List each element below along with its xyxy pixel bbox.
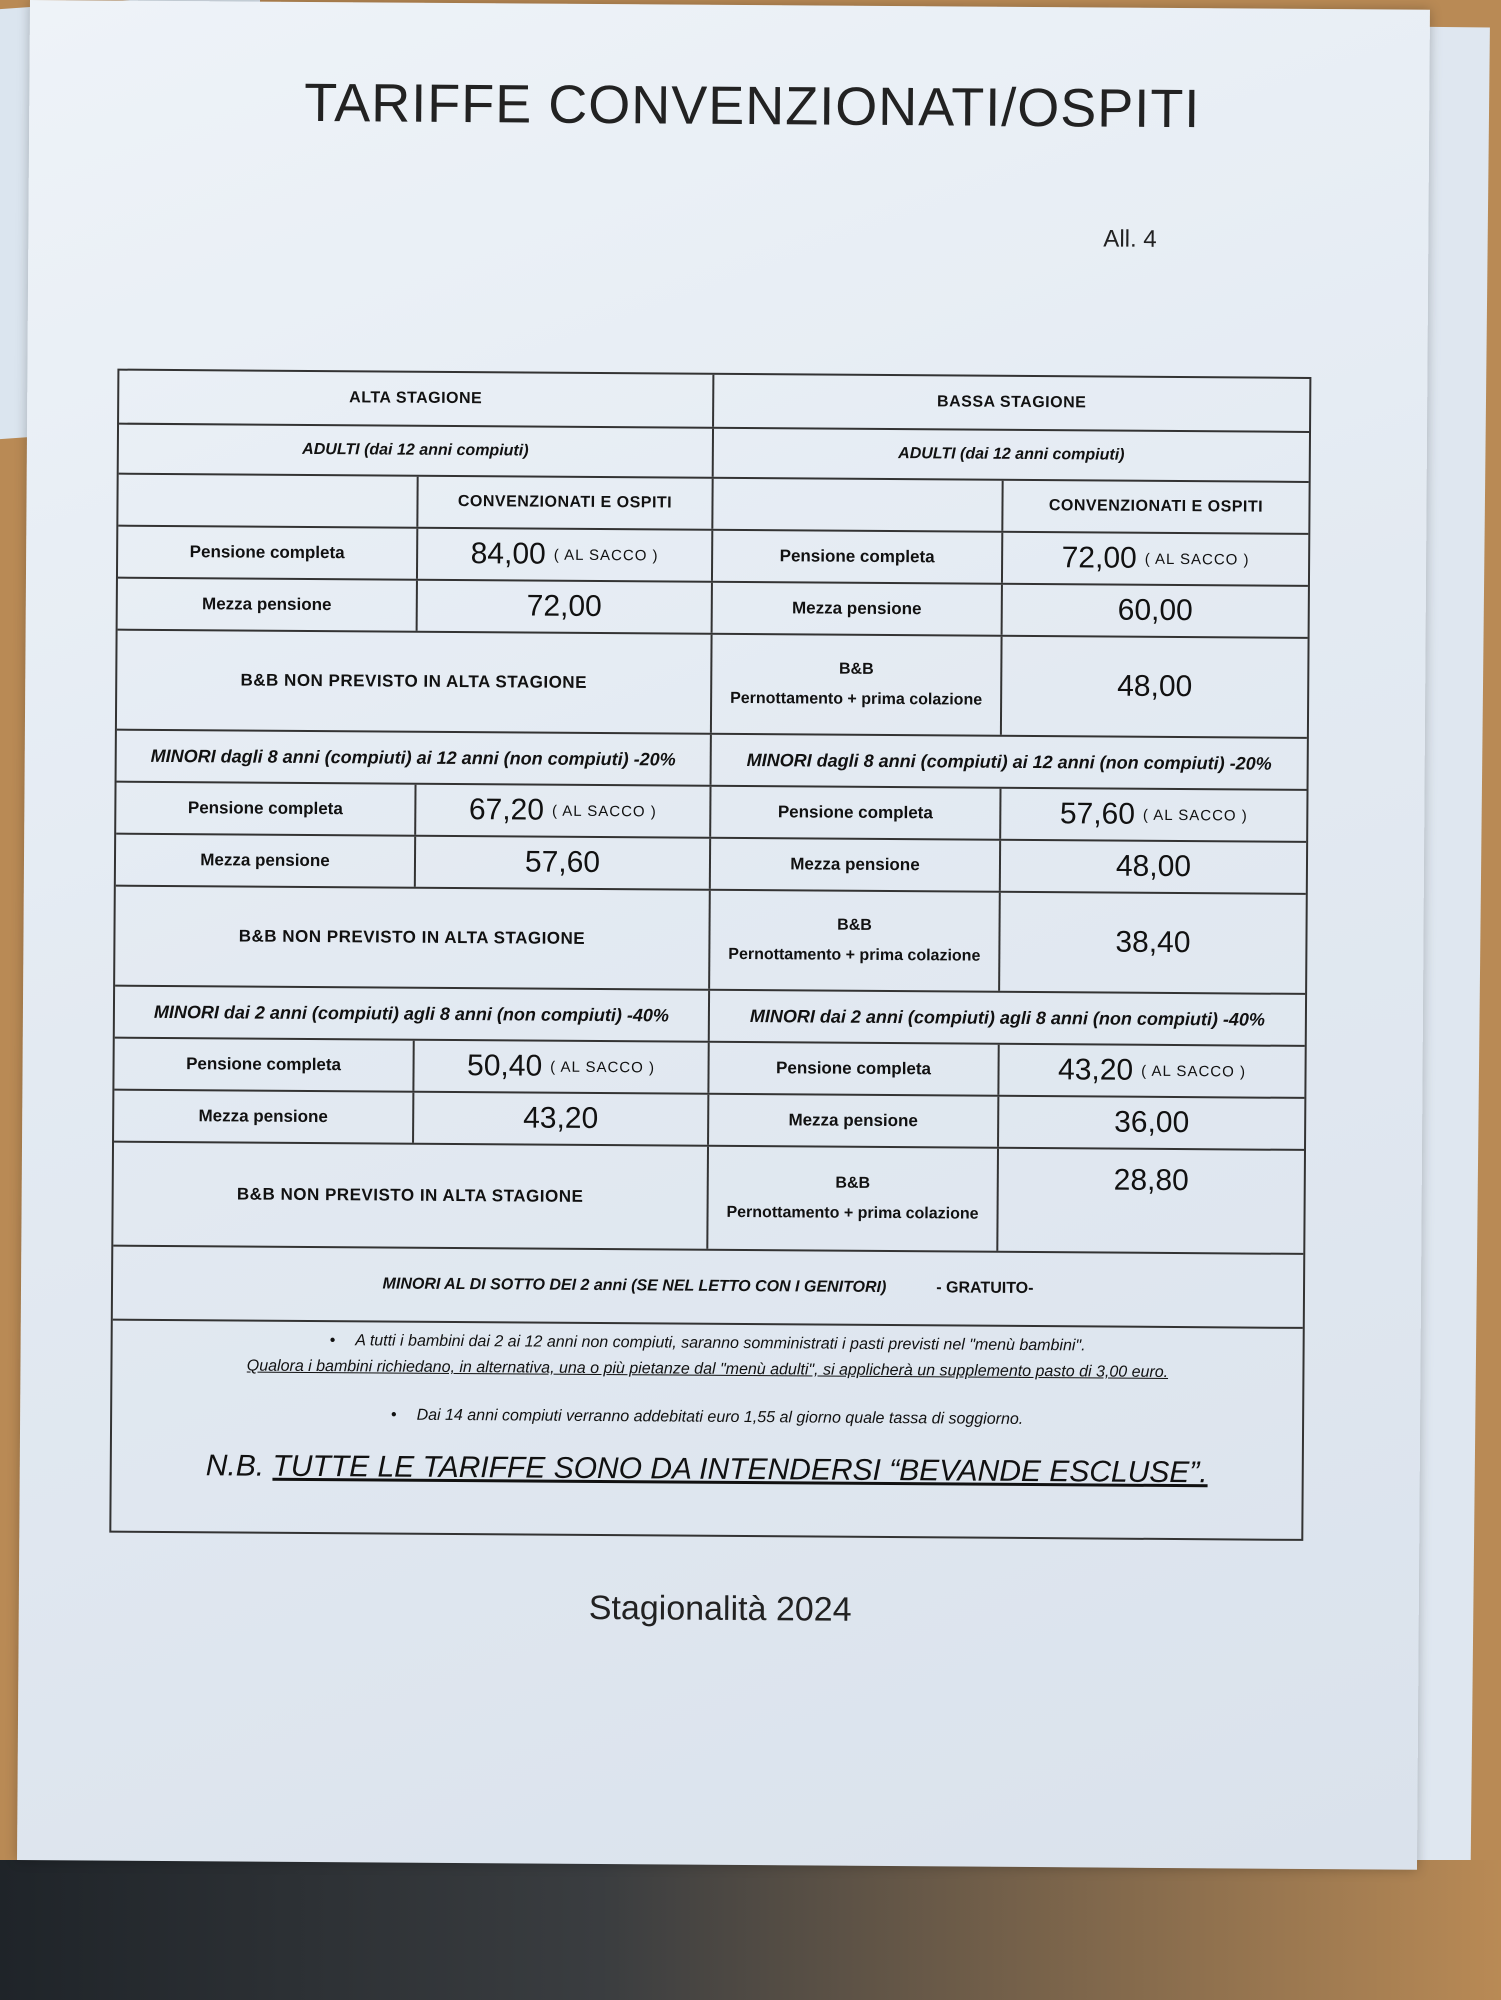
rate-price: 43,20 — [414, 1093, 709, 1145]
season-header-row — [119, 371, 1309, 433]
rate-label: Mezza pensione — [709, 1095, 999, 1147]
rate-label: Pensione completa — [114, 1039, 414, 1091]
alta-adults-header: ADULTI (dai 12 anni compiuti) — [119, 425, 714, 477]
rate-label: Pensione completa — [711, 787, 1001, 839]
bassa-minors-8-12-header: MINORI dagli 8 anni (compiuti) ai 12 anni (non compiuti) -20% — [746, 749, 1272, 774]
minors-2-8-header-row — [115, 987, 1305, 1047]
rate-label: Pensione completa — [116, 783, 416, 835]
page-title: TARIFFE CONVENZIONATI/OSPITI — [304, 72, 1201, 140]
alta-column-header: CONVENZIONATI E OSPITI — [418, 477, 713, 529]
alta-minors-2-8-header: MINORI dai 2 anni (compiuti) agli 8 anni (non compiuti) -40% — [115, 987, 710, 1041]
note-bullet-1-continuation: Qualora i bambini richiedano, in alternativa, una o più pietanze dal "menù adulti", si applicherà un supplemento pasto di 3,00 euro. — [246, 1357, 1169, 1381]
season-footer: Stagionalità 2024 — [588, 1588, 852, 1629]
bb-label: B&B Pernottamento + prima colazione — [710, 891, 1001, 991]
rate-price: 48,00 — [1115, 849, 1192, 884]
notes-row — [111, 1321, 1302, 1539]
rate-price: 84,00 ( AL SACCO ) — [418, 529, 713, 581]
alta-minors-8-12-header: MINORI dagli 8 anni (compiuti) ai 12 anni (non compiuti) -20% — [117, 731, 712, 785]
bassa-adults-header: ADULTI (dai 12 anni compiuti) — [898, 445, 1125, 464]
empty-cell — [713, 479, 1003, 531]
floor — [0, 1860, 1501, 2000]
table-row — [116, 835, 1306, 895]
rate-price: 36,00 — [1114, 1105, 1190, 1140]
note-bullet-1: • A tutti i bambini dai 2 ai 12 anni non compiuti, saranno somministrati i pasti previsti nel "menù bambini". — [329, 1332, 1086, 1355]
rate-price: 72,00 ( AL SACCO ) — [1061, 541, 1250, 575]
rate-price: 57,60 — [416, 837, 711, 889]
rate-label: Mezza pensione — [711, 839, 1001, 891]
rate-label: Mezza pensione — [114, 1091, 414, 1143]
note-bullet-2: • Dai 14 anni compiuti verranno addebitati euro 1,55 al giorno quale tassa di soggiorno. — [390, 1406, 1024, 1428]
table-row — [117, 631, 1308, 739]
attachment-number: All. 4 — [1103, 225, 1157, 253]
table-row — [115, 887, 1306, 995]
document-page — [17, 0, 1430, 1870]
table-row — [113, 1143, 1304, 1255]
rate-price: 67,20 ( AL SACCO ) — [416, 785, 711, 837]
column-header-row — [118, 475, 1308, 535]
bassa-stagione-header: BASSA STAGIONE — [937, 393, 1087, 412]
rate-price: 43,20 ( AL SACCO ) — [1057, 1053, 1247, 1087]
bb-not-available: B&B NON PREVISTO IN ALTA STAGIONE — [117, 631, 713, 733]
rate-label: Mezza pensione — [118, 579, 418, 631]
alta-stagione-header: ALTA STAGIONE — [119, 371, 714, 427]
nb-note: N.B. TUTTE LE TARIFFE SONO DA INTENDERSI “BEVANDE ESCLUSE”. — [205, 1449, 1208, 1490]
adults-header-row — [119, 425, 1309, 483]
bb-not-available: B&B NON PREVISTO IN ALTA STAGIONE — [113, 1143, 709, 1249]
table-row — [114, 1039, 1304, 1099]
minors-8-12-header-row — [117, 731, 1307, 791]
rate-price: 28,80 — [1113, 1163, 1189, 1198]
bb-label: B&B Pernottamento + prima colazione — [712, 635, 1003, 735]
rate-price: 57,60 ( AL SACCO ) — [1059, 797, 1248, 831]
bassa-column-header: CONVENZIONATI E OSPITI — [1048, 497, 1264, 516]
rate-price: 50,40 ( AL SACCO ) — [414, 1041, 709, 1093]
rate-label: Mezza pensione — [713, 583, 1003, 635]
bb-label: B&B Pernottamento + prima colazione — [708, 1147, 999, 1251]
rate-price: 72,00 — [418, 581, 713, 633]
empty-cell — [118, 475, 418, 527]
rate-price: 60,00 — [1117, 593, 1193, 628]
rate-label: Pensione completa — [713, 531, 1003, 583]
table-row — [118, 527, 1308, 587]
bassa-minors-2-8-header: MINORI dai 2 anni (compiuti) agli 8 anni (non compiuti) -40% — [749, 1005, 1266, 1030]
rate-label: Mezza pensione — [116, 835, 416, 887]
under-2-cell: MINORI AL DI SOTTO DEI 2 anni (SE NEL LETTO CON I GENITORI) - GRATUITO- — [382, 1275, 1034, 1298]
table-row — [118, 579, 1308, 639]
under-2-row — [113, 1247, 1303, 1329]
rate-label: Pensione completa — [118, 527, 418, 579]
rate-price: 48,00 — [1117, 669, 1193, 704]
rates-table — [109, 369, 1311, 1541]
rate-price: 38,40 — [1115, 925, 1191, 960]
table-row — [114, 1091, 1304, 1151]
bb-not-available: B&B NON PREVISTO IN ALTA STAGIONE — [115, 887, 711, 989]
table-row — [116, 783, 1306, 843]
rate-label: Pensione completa — [709, 1043, 999, 1095]
